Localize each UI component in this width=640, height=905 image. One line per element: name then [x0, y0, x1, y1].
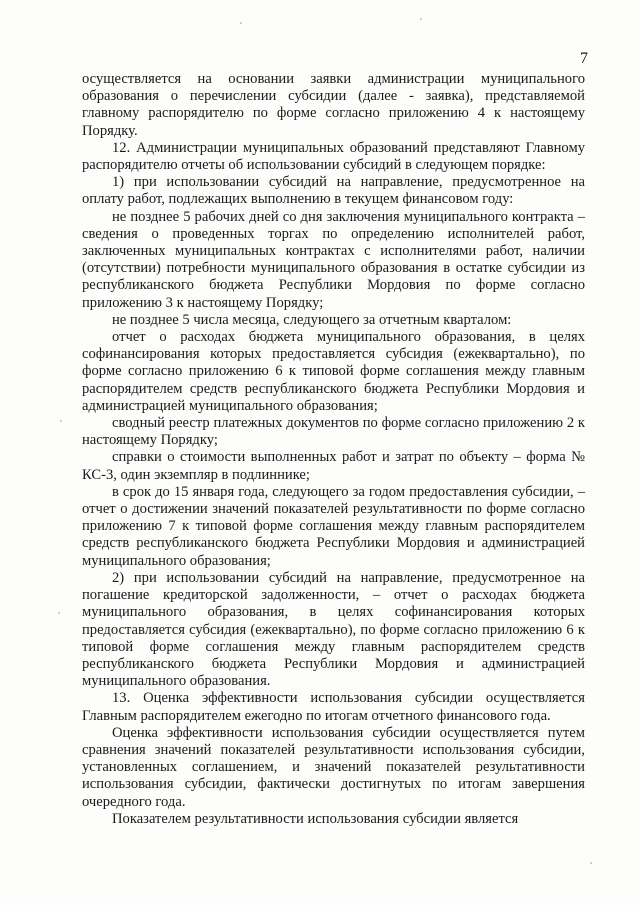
paragraph-item-12-1-b-1: отчет о расходах бюджета муниципального образования, в целях софинансирования которых предоставляется субсидия (ежеквартально), по форме согласно приложению 6 к типовой форме соглашения между главным распорядителем средств республиканского бюджета Республики Мордовия и администрацией муниципального образования;: [82, 329, 585, 414]
paragraph-item-12-1-b: не позднее 5 числа месяца, следующего за отчетным кварталом:: [112, 311, 512, 328]
paragraph-item-12-1-b-2: сводный реестр платежных документов по форме согласно приложению 2 к настоящему Порядку;: [82, 415, 585, 449]
paragraph-item-12-1-a: не позднее 5 рабочих дней со дня заключения муниципального контракта – сведения о проведенных торгах по определению исполнителей работ, заключенных муниципальных контрактах с исполнителями работ, наличии (отсутствии) потребности муниципального образования в остатке субсидии из республиканского бюджета Республики Мордовия по форме согласно приложению 3 к настоящему Порядку;: [82, 208, 585, 311]
paragraph-item-12-1: 1) при использовании субсидий на направление, предусмотренное на оплату работ, подлежащих выполнению в текущем финансовом году:: [82, 174, 585, 208]
scan-speck: [60, 420, 62, 422]
paragraph-continued: осуществляется на основании заявки администрации муниципального образования о перечислении субсидии (далее - заявка), представляемой главному распорядителю по форме согласно приложению 4 к настоящему Порядку.: [82, 71, 585, 139]
page-number: 7: [580, 50, 588, 67]
paragraph-item-13-a: Оценка эффективности использования субсидии осуществляется путем сравнения значений показателей результативности использования субсидии, установленных соглашением, и значений показателей результативности использования субсидии, фактически достигнутых по итогам завершения очередного года.: [82, 724, 585, 810]
scan-speck: [590, 862, 592, 864]
document-body: [82, 71, 585, 828]
paragraph-item-12-1-b-3: справки о стоимости выполненных работ и затрат по объекту – форма № КС-3, один экземпляр в подлиннике;: [82, 449, 585, 483]
scan-speck: [58, 612, 60, 614]
scan-speck: [420, 18, 422, 20]
paragraph-item-12: 12. Администрации муниципальных образований представляют Главному распорядителю отчеты об использовании субсидий в следующем порядке:: [82, 139, 585, 174]
scan-speck: [240, 22, 242, 24]
paragraph-item-13: 13. Оценка эффективности использования субсидии осуществляется Главным распорядителем ежегодно по итогам отчетного финансового года.: [82, 690, 585, 724]
paragraph-item-13-b: Показателем результативности использования субсидии является: [112, 810, 519, 827]
paragraph-item-12-2: 2) при использовании субсидий на направление, предусмотренное на погашение кредиторской задолженности, – отчет о расходах бюджета муниципального образования, в целях софинансирования которых предоставляется субсидия (ежеквартально), по форме согласно приложению 6 к типовой форме соглашения между главным распорядителем средств республиканского бюджета Республики Мордовия и администрацией муниципального образования.: [82, 569, 585, 690]
paragraph-item-12-1-c: в срок до 15 января года, следующего за годом предоставления субсидии, – отчет о достижении значений показателей результативности по форме согласно приложению 7 к типовой форме соглашения между главным распорядителем средств республиканского бюджета Республики Мордовия и администрацией муниципального образования;: [82, 483, 585, 569]
